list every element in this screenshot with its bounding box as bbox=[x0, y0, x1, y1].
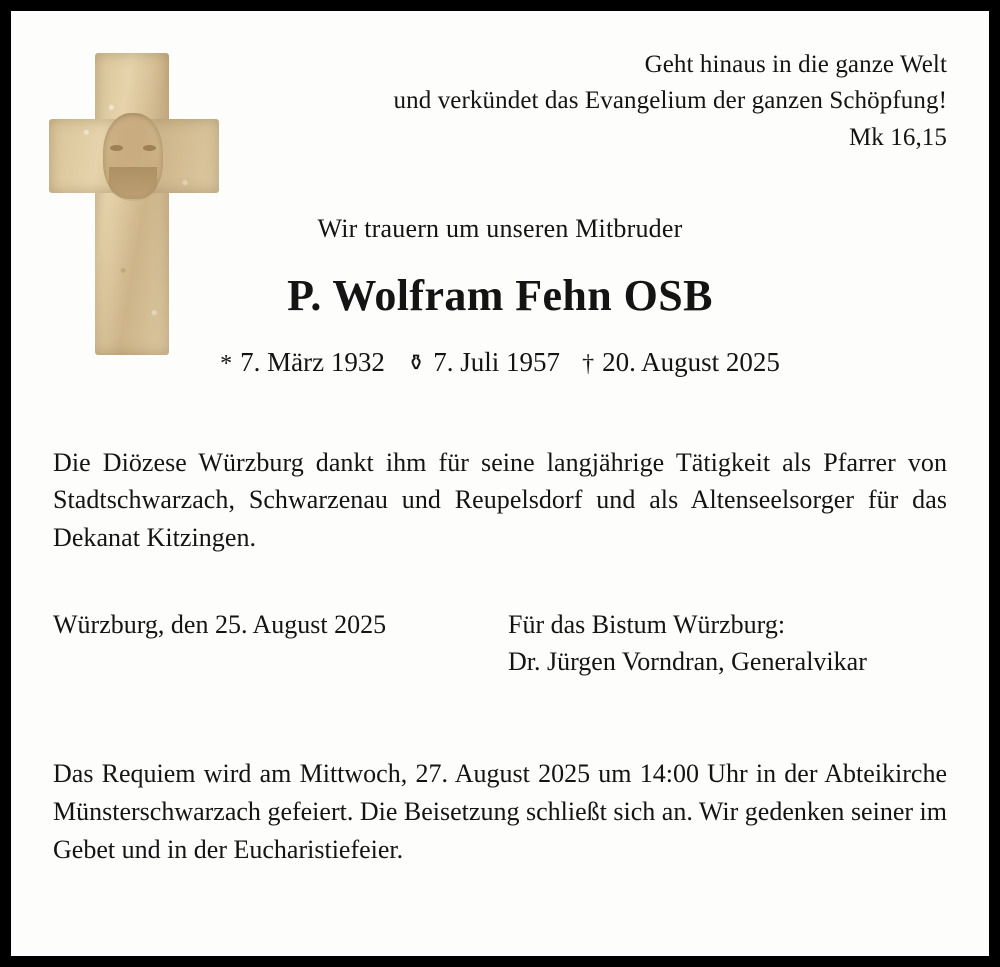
chalice-icon: ⚱ bbox=[406, 349, 426, 375]
tribute-paragraph: Die Diözese Würzburg dankt ihm für seine langjährige Tätigkeit als Pfarrer von Stadtschwarzach, Schwarzenau und Reupelsdorf und als Altenseelsorger für das Dekanat Kitzingen. bbox=[53, 447, 947, 553]
death-date-group bbox=[582, 347, 780, 378]
birth-date: 7. März 1932 bbox=[240, 346, 385, 377]
closing-paragraph: Das Requiem wird am Mittwoch, 27. August 2025 um 14:00 Uhr in der Abteikirche Münsterschwarzach gefeiert. Die Beisetzung schließt sich an. Wir gedenken seiner im Gebet und in der Eucharistiefeier. bbox=[53, 759, 947, 865]
cross-dagger-icon: † bbox=[582, 350, 595, 377]
death-date: 20. August 2025 bbox=[602, 346, 780, 377]
signatory bbox=[508, 607, 947, 681]
quote-line-2: und verkündet das Evangelium der ganzen Schöpfung! bbox=[393, 86, 947, 114]
cross-vertical-beam bbox=[95, 53, 169, 355]
signatory-institution: Für das Bistum Würzburg: bbox=[508, 610, 786, 640]
place-and-date: Würzburg, den 25. August 2025 bbox=[53, 610, 387, 640]
signatory-person: Dr. Jürgen Vorndran, Generalvikar bbox=[508, 647, 867, 677]
stone-cross-icon bbox=[41, 47, 231, 357]
ordination-date-group bbox=[407, 347, 560, 378]
quote-reference: Mk 16,15 bbox=[848, 124, 947, 151]
deceased-name: P. Wolfram Fehn OSB bbox=[287, 270, 713, 320]
christ-beard-relief bbox=[109, 167, 157, 201]
ordination-date: 7. Juli 1957 bbox=[433, 346, 561, 377]
birth-star-icon: * bbox=[220, 350, 233, 377]
birth-date-group bbox=[220, 347, 385, 378]
obituary-content bbox=[11, 11, 989, 956]
signature-block bbox=[53, 607, 947, 681]
quote-line-1: Geht hinaus in die ganze Welt bbox=[644, 51, 947, 78]
mourning-line: Wir trauern um unseren Mitbruder bbox=[317, 213, 683, 243]
